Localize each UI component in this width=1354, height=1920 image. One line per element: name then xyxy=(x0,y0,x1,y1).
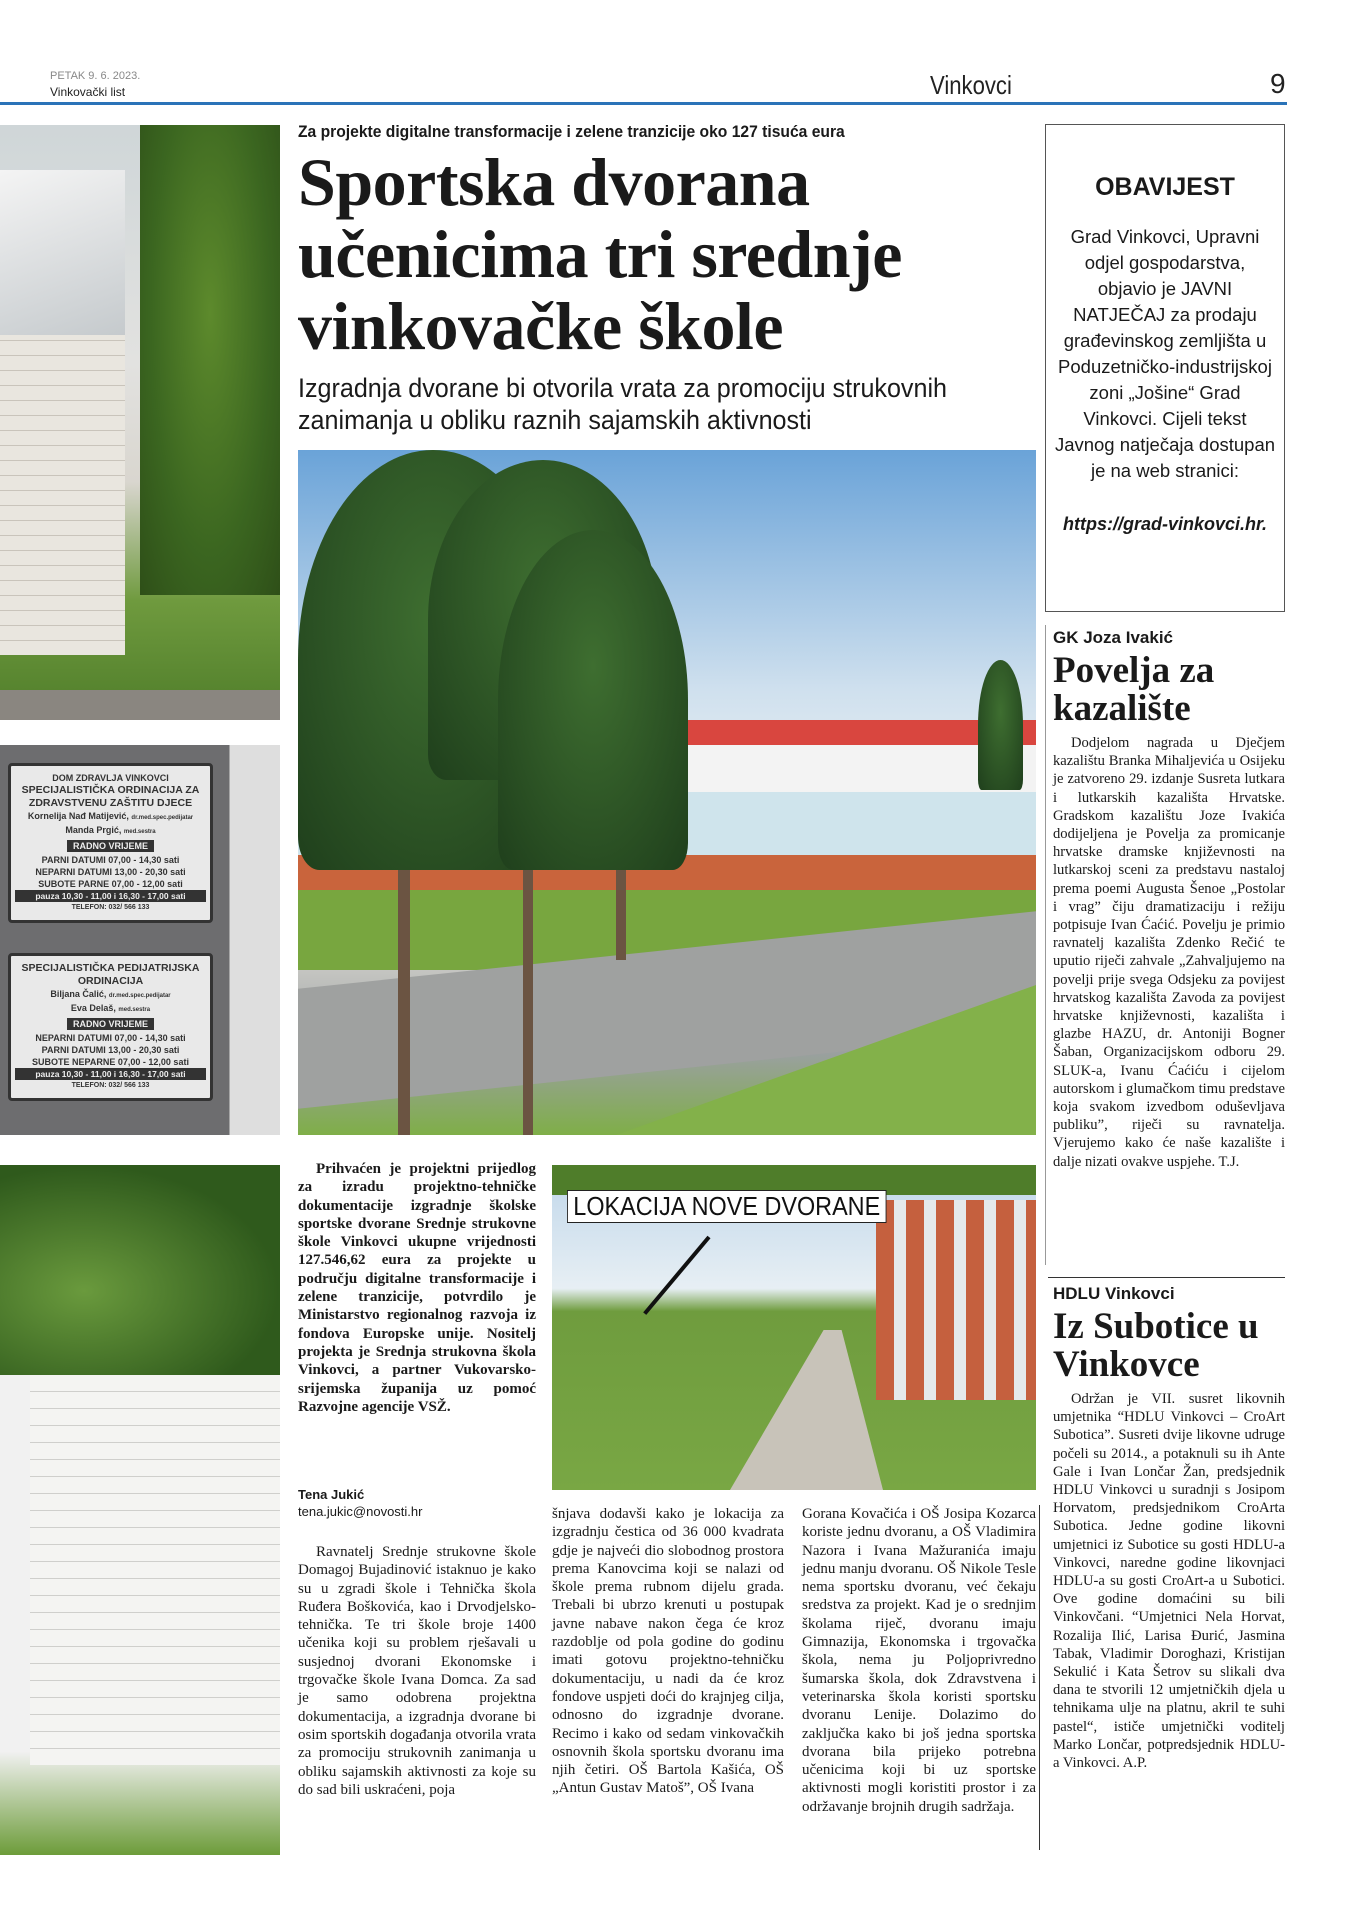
sign-doctor: Kornelija Nađ Matijević, dr.med.spec.pedijatar xyxy=(27,811,194,821)
sign-text: ORDINACIJA xyxy=(77,975,144,987)
side-title: Povelja za kazalište xyxy=(1053,650,1215,729)
roof xyxy=(0,170,125,340)
clinic-sign-b xyxy=(8,953,213,1101)
notice-link[interactable]: https://grad-vinkovci.hr. xyxy=(1062,514,1268,534)
sign-pause: pauza 10,30 - 11,00 i 16,30 - 17,00 sati xyxy=(15,1068,206,1080)
sign-text: SPECIJALISTIČKA ORDINACIJA ZA xyxy=(21,784,200,796)
arrow-icon xyxy=(643,1236,710,1315)
side-kicker: GK Joza Ivakić xyxy=(1053,628,1174,647)
sign-phone: TELEFON: 032/ 566 133 xyxy=(71,1082,150,1089)
brick-wall xyxy=(0,335,125,655)
sign-nurse: Eva Delaš, med.sestra xyxy=(70,1003,151,1013)
brick-wall xyxy=(30,1365,280,1765)
notice-title: OBAVIJEST xyxy=(1095,173,1235,201)
side-article-povelja xyxy=(1053,628,1285,1171)
article-column-3: Gorana Kovačića i OŠ Josipa Kozarca koriste jednu dvoranu, a OŠ Vladimira Nazora i Ivana Mažuranića imaju jednu manju dvoranu. OŠ Nikole Tesle nema sportsku dvoranu, već čekaju sredstva za projekt. Kad je o srednjim školama riječ, dvoranu imaju Gimnazija, Ekonomska i trgovačka škola, nema ju Poljoprivredno šumarska škola, dok Zdravstvena i veterinarska škola koristi sportsku dvoranu Lenije. Dolazimo do zaključka kako bi još jedna sportska dvorana bila prijeko potrebna učenicima koji bi uz sportske aktivnosti mogli koristiti prostor i za održavanje brojnih drugih sadržaja. xyxy=(802,1506,1036,1815)
author-name: Tena Jukić xyxy=(298,1487,365,1502)
sign-text: DOM ZDRAVLJA VINKOVCI xyxy=(52,773,169,783)
sign-hours: PARNI DATUMI 07,00 - 14,30 sati xyxy=(41,855,180,865)
column-divider xyxy=(1045,625,1046,1265)
sign-hours: NEPARNI DATUMI 07,00 - 14,30 sati xyxy=(35,1033,186,1043)
sign-nurse: Manda Prgić, med.sestra xyxy=(65,825,156,835)
section-title: Vinkovci xyxy=(930,70,1012,100)
article-headline: Sportska dvorana učenicima tri srednje vinkovačke škole xyxy=(298,144,902,364)
sign-hours: SUBOTE NEPARNE 07,00 - 12,00 sati xyxy=(32,1057,189,1067)
spruce-tree xyxy=(498,530,688,870)
article-column-2: šnjava dodavši kako je lokacija za izgradnju čestica od 36 000 kvadrata gdje je najveći dio slobodnog prostora prema Kanovcima koji se nalazi od škole prema rubnom dijelu grada. Trebali bi ubrzo krenuti u postupak javne nabave nakon čega će kroz razdoblje od pola godine do godinu imati gotovu projektno-tehničku dokumentaciju, u nadi da će kroz fondove uspjeti doći do krajnjeg cilja, odnosno do izgradnje dvorane. Recimo i kako od sedam vinkovačkih osnovnih škola sportsku dvoranu ima njih četiri. OŠ Bartola Kašića, OŠ „Antun Gustav Matoš”, OŠ Ivana xyxy=(552,1506,784,1797)
article-subtitle: Izgradnja dvorane bi otvorila vrata za promociju strukovnih zanimanja u obliku raznih sajamskih aktivnosti xyxy=(298,373,948,435)
sign-doctor: Biljana Čalić, dr.med.spec.pedijatar xyxy=(50,989,171,999)
article-lead: Prihvaćen je projektni prijedlog za izradu projektno-tehničke dokumentacije izgradnje školske sportske dvorane Srednje strukovne škole Vinkovci ukupne vrijednosti 127.546,62 eura za projekte u području digitalne transformacije i zelene tranzicije, potvrdilo je Ministarstvo regionalnog razvoja iz fondova Europske unije. Nositelj projekta je Srednja strukovna škola Vinkovci, a partner Vukovarsko-srijemska županija uz pomoć Razvojne agencije VSŽ. xyxy=(298,1161,536,1415)
clinic-sign-a xyxy=(8,763,213,923)
page-number: 9 xyxy=(1270,68,1286,99)
issue-date: PETAK 9. 6. 2023. xyxy=(50,70,141,82)
notice-text: Grad Vinkovci, Upravni odjel gospodarstva, objavio je JAVNI NATJEČAJ za prodaju građevinskog zemljišta u Poduzetničko-industrijskoj zoni „Jošine“ Grad Vinkovci. Cijeli tekst Javnog natječaja dostupan je na web stranici: xyxy=(1054,226,1276,481)
tree-trunk xyxy=(398,830,410,1135)
sign-hours-label: RADNO VRIJEME xyxy=(67,1018,154,1030)
clinic-sign-photo xyxy=(0,745,280,1135)
building-wall-photo xyxy=(0,1165,280,1855)
column-divider xyxy=(1039,1505,1040,1850)
school-photo xyxy=(298,450,1036,1135)
article-kicker: Za projekte digitalne transformacije i zelene tranzicije oko 127 tisuća eura xyxy=(298,122,845,141)
school-building xyxy=(876,1200,1036,1400)
sign-hours: PARNI DATUMI 13,00 - 20,30 sati xyxy=(41,1045,180,1055)
sign-hours-label: RADNO VRIJEME xyxy=(67,840,154,852)
house-photo xyxy=(0,125,280,720)
tree-trunk xyxy=(523,870,533,1135)
author-email[interactable]: tena.jukic@novosti.hr xyxy=(298,1504,423,1519)
side-title: Iz Subotice u Vinkovce xyxy=(1053,1306,1259,1385)
tree-leaves xyxy=(0,1165,280,1375)
article-column-1: Ravnatelj Srednje strukovne škole Domagoj Bujadinović istaknuo je kako su u zgradi škole i Tehnička škola Ruđera Boškovića, kao i Drvodjelsko-tehnička. Te tri škole broje 1400 učenika koji su problem rješavali u susjednoj dvorani Ekonomske i trgovačke škole Ivana Domca. Za sad je samo odobrena projektna dokumentacija, a izgradnja dvorane bi osim sportskih događanja otvorila vrata za promociju strukovnih zanimanja u obliku sajamskih aktivnosti za koje su do sad bili uskraćeni, poja xyxy=(298,1544,536,1798)
sign-text: ZDRAVSTVENU ZAŠTITU DJECE xyxy=(28,797,193,809)
small-tree xyxy=(978,660,1023,790)
header-rule xyxy=(0,102,1287,105)
sign-text: SPECIJALISTIČKA PEDIJATRIJSKA xyxy=(21,962,200,974)
pavement xyxy=(0,690,280,720)
sign-hours: NEPARNI DATUMI 13,00 - 20,30 sati xyxy=(35,867,186,877)
location-photo xyxy=(552,1165,1036,1490)
photo-label: LOKACIJA NOVE DVORANE xyxy=(567,1190,886,1223)
sign-phone: TELEFON: 032/ 566 133 xyxy=(71,904,150,911)
sign-hours: SUBOTE PARNE 07,00 - 12,00 sati xyxy=(38,879,183,889)
side-kicker: HDLU Vinkovci xyxy=(1053,1284,1175,1303)
side-body: Održan je VII. susret likovnih umjetnika “HDLU Vinkovci – CroArt Subotica”. Susreti dvije likovne udruge počeli su 2014., a potaknuli su ih Ante Gale i Ivan Lončar Žan, predsjednik HDLU Vinkovci u suradnji s Josipom Horvatom, predsjednikom CroArta Subotica. Jedne godine likovni umjetnici iz Subotice su gosti HDLU-a Vinkovci, naredne godine likovnjaci HDLU-a su gosti CroArt-a u Subotici. Ove godine domaćini su bili Vinkovčani. “Umjetnici Nela Horvat, Rozalija Ilić, Larisa Đurić, Jasmina Tabak, Vladimir Doroghazi, Kristijan Sekulić i Kata Šetrov su slikali dva dana te stvorili 12 umjetničkih djela u tehnikama ulje na platnu, akril te suhi pastel“, ističe umjetnički voditelj Marko Lončar, potpredsjednik HDLU-a Vinkovci. A.P. xyxy=(1053,1391,1285,1772)
notice-box xyxy=(1045,124,1285,612)
side-body: Dodjelom nagrada u Dječjem kazalištu Branka Mihaljevića u Osijeku je zatvoreno 29. izdanje Susreta lutkara i lutkarskih kazališta Hrvatske. Gradskom kazalištu Joze Ivakića dodijeljena je Povelja za promicanje hrvatske dramske književnosti na lutkarskoj sceni za predstavu nastaloj prema poemi Augusta Šenoe „Postolar i vrag” čiju dramatizaciju i režiju potpisuje Ivan Ćaćić. Povelju je primio ravnatelj kazališta Zdenko Rečić te uputio riječi zahvale „Zahvaljujemo na povelji prije svega Odsjeku za povijest hrvatskog kazališta Zavoda za povijest hrvatske književnosti, kazališta i glazbe HAZU, dr. Antoniji Bogner Šaban, Organizacijskom odboru 29. SLUK-a, Ivanu Ćaćiću i cijelom autorskom i glumačkom timu predstave koja svakom izvedbom oduševljava publiku”, riječi su ravnatelja. Vjerujemo kako će naše kazalište i dalje nizati ovakve uspjehe. T.J. xyxy=(1053,735,1285,1170)
sign-pause: pauza 10,30 - 11,00 i 16,30 - 17,00 sati xyxy=(15,890,206,902)
section-rule xyxy=(1048,1277,1285,1278)
tree xyxy=(140,125,280,595)
newspaper-name: Vinkovački list xyxy=(50,85,126,99)
footpath xyxy=(712,1330,892,1490)
side-article-hdlu xyxy=(1053,1284,1285,1772)
